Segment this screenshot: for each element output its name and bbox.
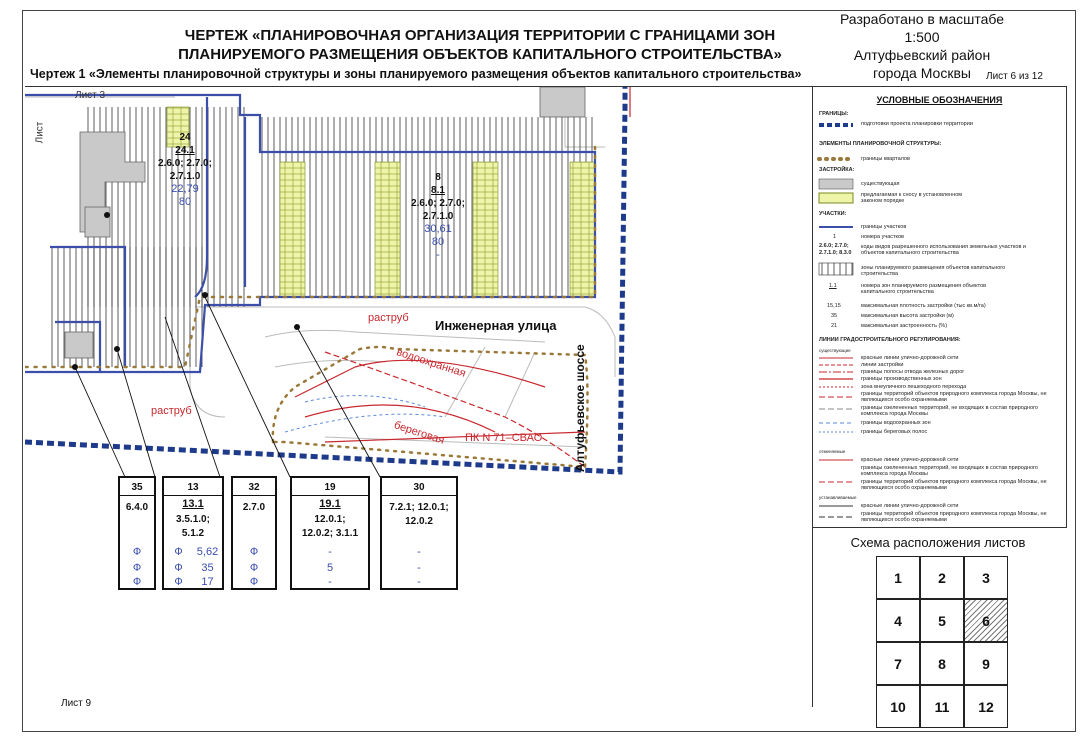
box-divider [164, 495, 222, 496]
legend-sec-borders: ГРАНИЦЫ: [819, 111, 849, 117]
plot-32-box [231, 476, 277, 590]
sheet-ref-left: Лист [34, 121, 46, 144]
legend-sec-plots: УЧАСТКИ: [819, 211, 847, 217]
legend-density-sample: 15,15 [827, 303, 841, 309]
legend-quarters: границы кварталов [861, 156, 910, 162]
box-divider [120, 495, 154, 496]
sheet-ref-top: Лист 3 [75, 90, 106, 101]
plot-30-v3: - [417, 576, 421, 588]
plot-24-area: 24.1 [175, 145, 195, 156]
zone-yellow-1 [280, 162, 305, 297]
plot-13-line2: 3.5.1.0; [176, 514, 210, 525]
legend-zone-num: номера зон планируемого размещения объектов капитального строительства [861, 283, 987, 295]
plot-32-v2: Ф [249, 562, 259, 574]
sheet-cell-8[interactable]: 8 [920, 642, 964, 685]
street-altufevskoe: Алтуфьевское шоссе [573, 344, 587, 472]
legend-l11: границы озелененных территорий, не входящих в состав природного комплекса города Москвы [861, 465, 1038, 477]
sheet-cell-5[interactable]: 5 [920, 599, 964, 642]
plot-13-num: 13 [187, 482, 199, 493]
legend-sec-lines: ЛИНИИ ГРАДОСТРОИТЕЛЬНОГО РЕГУЛИРОВАНИЯ: [819, 337, 961, 343]
plot-30-num: 30 [413, 482, 425, 493]
legend-title: УСЛОВНЫЕ ОБОЗНАЧЕНИЯ [876, 95, 1003, 105]
plot-8-codes2: 2.7.1.0 [422, 211, 454, 222]
plot-24-codes1: 2.6.0; 2.7.0; [158, 158, 212, 169]
legend-border-project: подготовки проекта планировки территории [861, 121, 973, 127]
sheet-cell-2[interactable]: 2 [920, 556, 964, 599]
legend-l9: границы береговых полос [861, 429, 928, 435]
label-coastal: береговая [392, 419, 446, 447]
plot-19-line3: 12.0.2; 3.1.1 [301, 528, 359, 539]
plot-19-v1: - [328, 546, 332, 558]
legend-l2: линии застройки [861, 362, 904, 368]
legend-plot-numbers-sample: 1 [833, 234, 837, 240]
plot-8-dash: - [436, 249, 440, 261]
plot-19-num: 19 [324, 482, 336, 493]
zone-yellow-3 [473, 162, 498, 297]
legend-zones: зоны планируемого размещения объектов капитального строительства [861, 265, 1006, 277]
legend-l10: красные линии улично-дорожной сети [861, 457, 959, 463]
plot-24-codes2: 2.7.1.0 [169, 171, 201, 182]
title-line-1: ЧЕРТЕЖ «ПЛАНИРОВОЧНАЯ ОРГАНИЗАЦИЯ ТЕРРИТОРИИ С ГРАНИЦАМИ ЗОН [184, 27, 776, 44]
plot-19-v2: 5 [326, 562, 334, 574]
box-divider [382, 495, 456, 496]
legend-percent-sample: 21 [831, 323, 838, 329]
plot-13-line3: 5.1.2 [181, 528, 205, 539]
label-rastrub-1: раструб [368, 312, 409, 324]
legend-l14: границы территорий объектов природного комплекса города Москвы, не являющихся особо охраняемыми [861, 511, 1047, 523]
plot-30-v1: - [417, 546, 421, 558]
legend-existing: существующая [861, 181, 900, 187]
sheet-cell-1[interactable]: 1 [876, 556, 920, 599]
plot-35-v3: Ф [132, 576, 142, 588]
plot-8-area: 8.1 [431, 185, 445, 196]
plot-32-num: 32 [248, 482, 260, 493]
label-pk: ПК N 71–СВАО [465, 432, 543, 444]
street-engineering: Инженерная улица [435, 318, 557, 333]
city-text: города Москвы [873, 65, 971, 81]
legend-plot-numbers: номера участков [861, 234, 904, 240]
plot-30-line1: 7.2.1; 12.0.1; [389, 502, 449, 513]
plot-13-line1: 13.1 [182, 498, 204, 510]
legend-plot-borders: границы участков [861, 224, 907, 230]
plot-8-num: 8 [435, 172, 441, 183]
plot-32-line1: 2.7.0 [242, 502, 266, 513]
legend-l3: границы полосы отвода железных дорог [861, 369, 965, 375]
plot-32-v1: Ф [249, 546, 259, 558]
legend-demolition: предлагаемая к сносу в установленном законом порядке [861, 192, 963, 204]
legend-l5: зона внеуличного пешеходного перехода [861, 384, 967, 390]
legend-l13: красные линии улично-дорожной сети [861, 503, 959, 509]
drawing-title [130, 26, 830, 64]
plot-13-v3: Ф [174, 576, 183, 588]
plot-19-line1: 19.1 [319, 498, 341, 510]
sheet-number: Лист 6 из 12 [986, 71, 1043, 82]
plot-24-num: 24 [179, 132, 191, 143]
plot-8-label [403, 171, 473, 262]
zone-yellow-4 [570, 162, 595, 297]
legend-l7: границы озелененных территорий, не входящих в состав природного комплекса города Москвы [861, 405, 1038, 417]
box-divider [292, 495, 368, 496]
plot-19-v3: - [328, 576, 332, 588]
legend-box [812, 86, 1067, 528]
plot-19-line2: 12.0.1; [314, 514, 346, 525]
legend-height-sample: 35 [831, 313, 838, 319]
legend-codes-sample-2: 2.7.1.0; 8.3.0 [819, 250, 852, 256]
plot-35-box [118, 476, 156, 590]
legend-l6: границы территорий объектов природного комплекса города Москвы, не являющихся особо охраняемыми [861, 391, 1047, 403]
legend-sec-building: ЗАСТРОЙКА: [819, 167, 855, 173]
plot-30-v2: - [417, 562, 421, 574]
sheet-cell-9[interactable]: 9 [964, 642, 1008, 685]
plot-8-density: 30,61 [424, 223, 452, 235]
zone-yellow-2 [375, 162, 400, 297]
legend-cancel-label: отменяемые [819, 449, 846, 454]
schema-title: Схема расположения листов [850, 535, 1026, 550]
title-line-2: ПЛАНИРУЕМОГО РАЗМЕЩЕНИЯ ОБЪЕКТОВ КАПИТАЛЬНОГО СТРОИТЕЛЬСТВА» [178, 46, 782, 63]
legend-codes-sample-1: 2.6.0; 2.7.0; [819, 243, 849, 249]
legend-l8: границы водоохранных зон [861, 420, 931, 426]
sheet-layout-grid [876, 556, 1008, 715]
scale-text: Разработано в масштабе 1:500 [839, 11, 1005, 45]
map-area [25, 86, 813, 707]
legend-codes-desc: коды видов разрешенного использования земельных участков и объектов капитального строительства [861, 244, 1026, 256]
plot-35-line1: 6.4.0 [125, 502, 149, 513]
sheet-cell-11[interactable]: 11 [920, 685, 964, 728]
plot-13-box [162, 476, 224, 590]
legend-percent: максимальная застроенность (%) [861, 323, 948, 329]
plot-8-codes1: 2.6.0; 2.7.0; [411, 198, 465, 209]
district-text: Алтуфьевский район [853, 47, 991, 63]
plot-13-v1: Ф [174, 546, 183, 558]
sheet-cell-10[interactable]: 10 [876, 685, 920, 728]
legend-height: максимальная высота застройки (м) [861, 313, 954, 319]
legend-set-label: устанавливаемые [819, 495, 857, 500]
legend-l4: границы производственных зон [861, 376, 942, 382]
plot-19-box [290, 476, 370, 590]
sheet-cell-7[interactable]: 7 [876, 642, 920, 685]
sheet-cell-12[interactable]: 12 [964, 685, 1008, 728]
plot-30-box [380, 476, 458, 590]
box-divider [233, 495, 275, 496]
plot-8-height: 80 [431, 236, 445, 248]
legend-density: максимальная плотность застройки (тыс кв.м/га) [861, 303, 986, 309]
plot-13-w2: 35 [201, 562, 214, 574]
drawing-subtitle: Чертеж 1 «Элементы планировочной структуры и зоны планируемого размещения объектов капитального строительства» [30, 67, 802, 81]
plot-30-line2: 12.0.2 [405, 516, 433, 527]
legend-l1: красные линии улично-дорожной сети [861, 355, 959, 361]
plot-32-v3: Ф [249, 576, 259, 588]
legend-sec-elements: ЭЛЕМЕНТЫ ПЛАНИРОВОЧНОЙ СТРУКТУРЫ: [819, 141, 942, 147]
sheet-cell-3[interactable]: 3 [964, 556, 1008, 599]
plot-35-v1: Ф [132, 546, 142, 558]
label-water-protection: водоохранная [394, 346, 468, 380]
plot-24-label [155, 131, 215, 209]
sheet-cell-4[interactable]: 4 [876, 599, 920, 642]
plot-35-v2: Ф [132, 562, 142, 574]
legend-zone-num-sample: 1.1 [829, 283, 837, 289]
plot-35-num: 35 [131, 482, 143, 493]
legend-l12: границы территорий объектов природного комплекса города Москвы, не являющихся особо охраняемыми [861, 479, 1047, 491]
sheet-cell-6-active[interactable]: 6 [964, 599, 1008, 642]
plot-13-w1: 5,62 [196, 546, 219, 558]
label-rastrub-2: раструб [151, 405, 192, 417]
plot-13-w3: 17 [201, 576, 214, 588]
sheet-ref-bottom: Лист 9 [61, 698, 92, 707]
plot-24-height: 80 [178, 196, 192, 208]
legend-existing-label: существующие [819, 348, 851, 353]
plot-13-v2: Ф [174, 562, 183, 574]
plot-24-density: 22,79 [171, 183, 199, 195]
